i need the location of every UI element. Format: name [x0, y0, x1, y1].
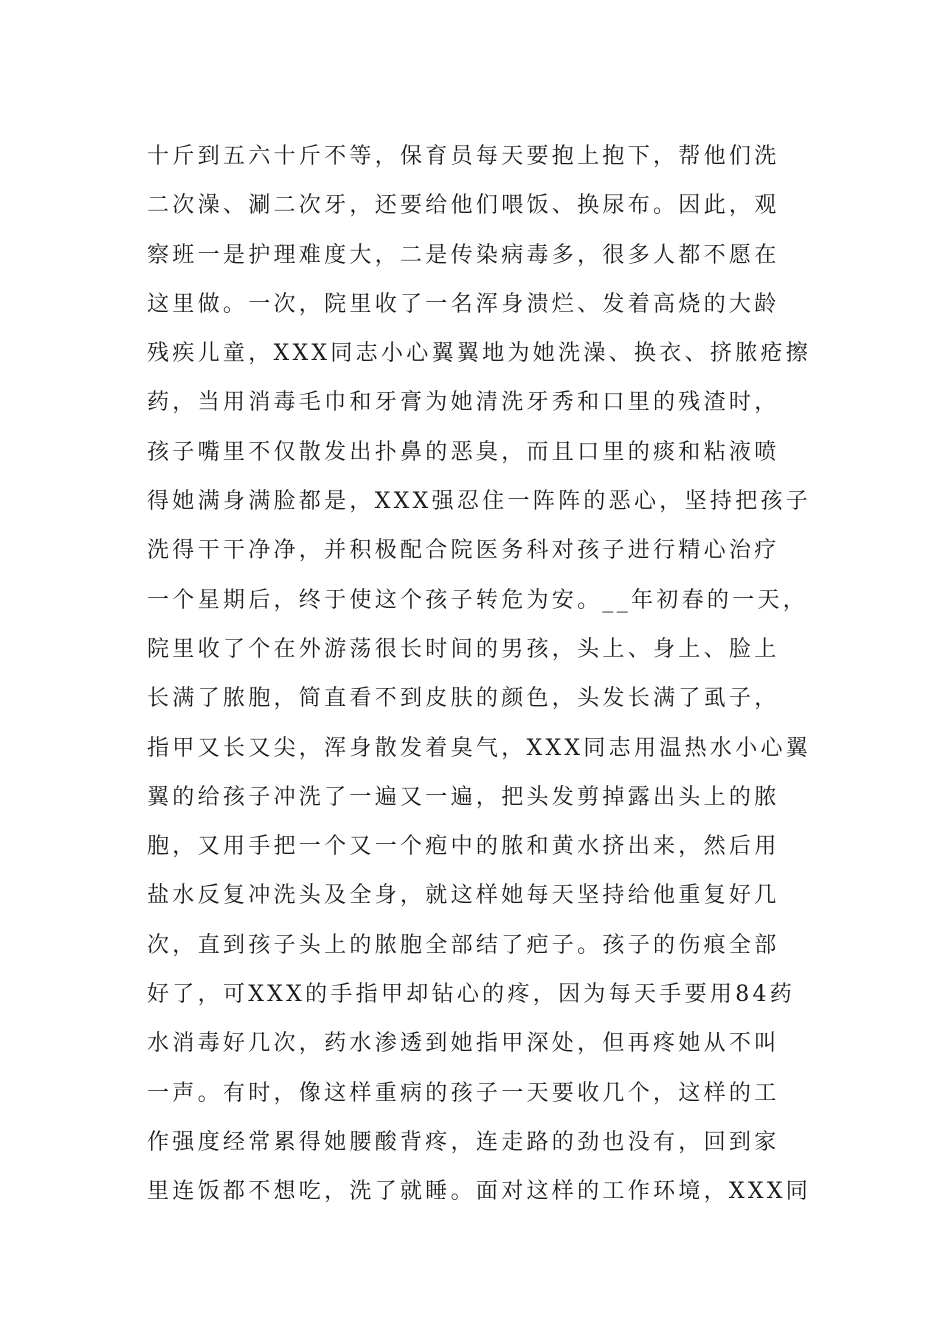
text-line: 药，当用消毒毛巾和牙膏为她清洗牙秀和口里的残渣时， — [147, 390, 780, 416]
text-line: 孩子嘴里不仅散发出扑鼻的恶臭，而且口里的痰和粘液喷 — [147, 439, 780, 465]
text-line: 二次澡、涮二次牙，还要给他们喂饭、换尿布。因此，观 — [147, 193, 780, 219]
text-line: 胞，又用手把一个又一个疱中的脓和黄水挤出来，然后用 — [147, 834, 780, 860]
text-line: 长满了脓胞，简直看不到皮肤的颜色，头发长满了虱子， — [147, 686, 780, 712]
text-line: 好了，可XXX的手指甲却钻心的疼，因为每天手要用84药 — [147, 982, 796, 1008]
text-line: 院里收了个在外游荡很长时间的男孩，头上、身上、脸上 — [147, 636, 780, 662]
text-line: 次，直到孩子头上的脓胞全部结了疤子。孩子的伤痕全部 — [147, 932, 780, 958]
text-line: 指甲又长又尖，浑身散发着臭气，XXX同志用温热水小心翼 — [147, 735, 812, 761]
text-line: 残疾儿童，XXX同志小心翼翼地为她洗澡、换衣、挤脓疮擦 — [147, 341, 812, 367]
body-text — [147, 132, 817, 1217]
text-line: 十斤到五六十斤不等，保育员每天要抱上抱下，帮他们洗 — [147, 144, 780, 169]
text-line: 一声。有时，像这样重病的孩子一天要收几个，这样的工 — [147, 1080, 780, 1106]
text-line: 里连饭都不想吃，洗了就睡。面对这样的工作环境，XXX同 — [147, 1179, 812, 1205]
text-line: 盐水反复冲洗头及全身，就这样她每天坚持给他重复好几 — [147, 883, 780, 909]
text-line: 作强度经常累得她腰酸背疼，连走路的劲也没有，回到家 — [147, 1129, 780, 1155]
text-line: 水消毒好几次，药水渗透到她指甲深处，但再疼她从不叫 — [147, 1031, 780, 1057]
text-line: 洗得干干净净，并积极配合院医务科对孩子进行精心治疗 — [147, 538, 780, 564]
text-line: 察班一是护理难度大，二是传染病毒多，很多人都不愿在 — [147, 242, 780, 268]
text-line: 这里做。一次，院里收了一名浑身溃烂、发着高烧的大龄 — [147, 291, 780, 317]
text-line: 一个星期后，终于使这个孩子转危为安。__年初春的一天， — [147, 587, 809, 613]
text-line: 翼的给孩子冲洗了一遍又一遍，把头发剪掉露出头上的脓 — [147, 784, 780, 810]
text-line: 得她满身满脸都是，XXX强忍住一阵阵的恶心，坚持把孩子 — [147, 489, 812, 515]
